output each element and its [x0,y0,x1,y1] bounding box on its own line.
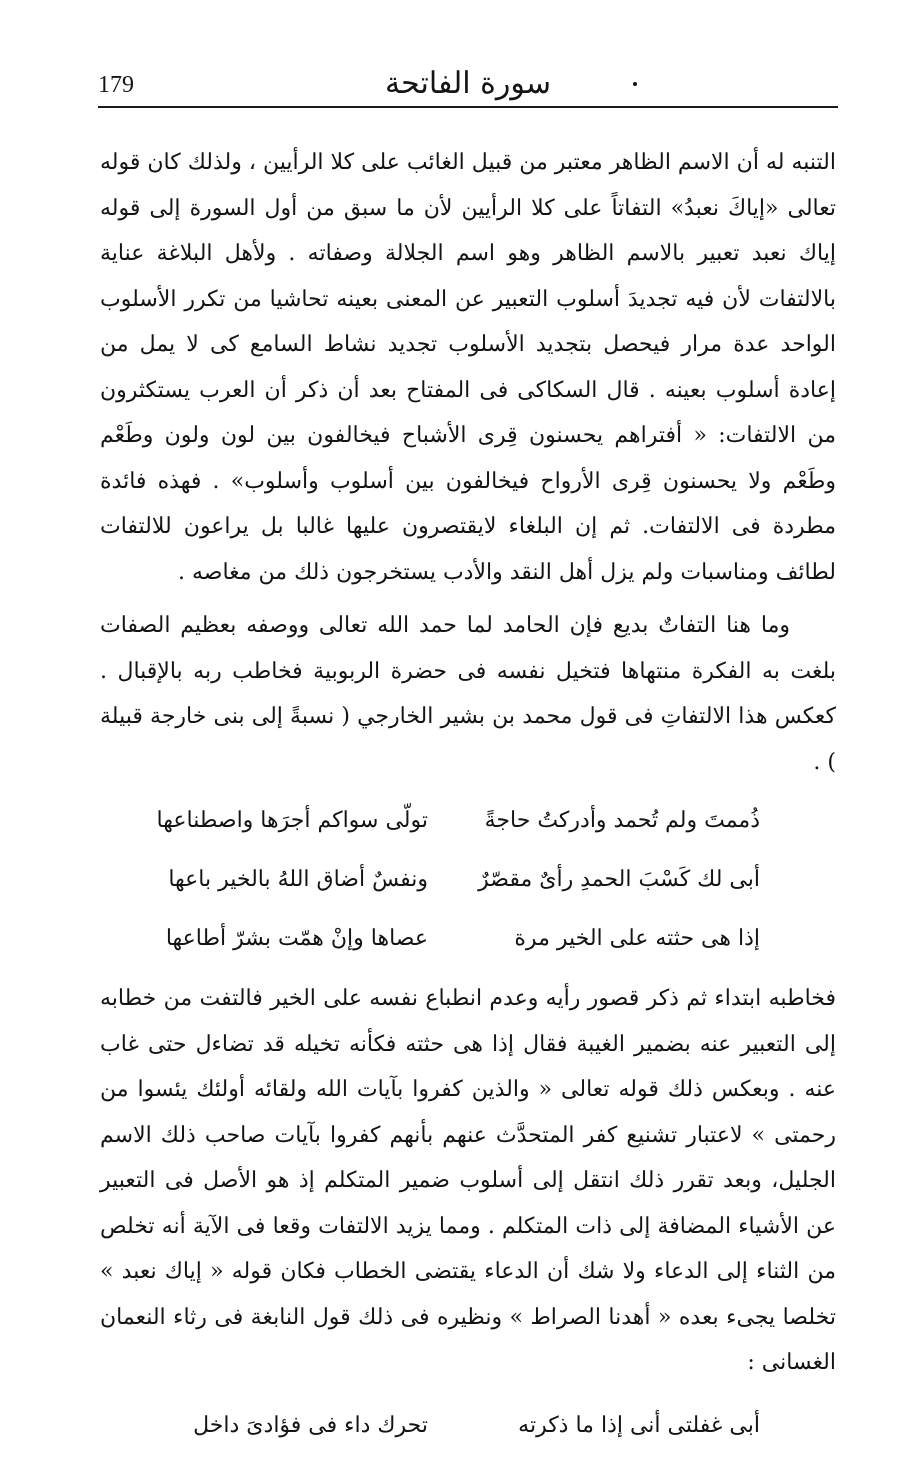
verse-first-hemistich: أبى لك كَسْبَ الحمدِ رأىٌ مقصّرٌ [478,867,760,892]
verse-second-hemistich: تولّى سواكم أجرَها واصطناعها [156,808,428,833]
verse-first-hemistich: إذا هى حثته على الخير مرة [514,926,760,951]
verse-line [100,1402,836,1449]
header-rule [98,106,838,108]
running-title: سورة الفاتحة [385,66,551,101]
verse-block-1 [100,797,836,962]
paragraph-3: فخاطبه ابتداء ثم ذكر قصور رأيه وعدم انطباع نفسه على الخير فالتفت من خطابه إلى التعبير عنه بضمير الغيبة فقال إذا هى حثته فكأنه تخيله قد تضاءل حتى غاب عنه . وبعكس ذلك قوله تعالى « والذين كفروا بآيات الله ولقائه أولئك يئسوا من رحمتى » لاعتبار تشنيع كفر المتحدَّث عنهم بأنهم كفروا بآيات صاحب ذلك الاسم الجليل، وبعد تقرر ذلك انتقل إلى أسلوب ضمير المتكلم إذ هو الأصل فى التعبير عن الأشياء المضافة إلى ذات المتكلم . ومما يزيد الالتفات وقعا فى الآية أنه تخلص من الثناء إلى الدعاء ولا شك أن الدعاء يقتضى الخطاب فكان قوله « إياك نعبد » تخلصا يجىء بعده « أهدنا الصراط » ونظيره فى ذلك قول النابغة فى رثاء النعمان الغسانى : [100,986,836,1375]
page-body [100,140,836,1463]
verse-first-hemistich: ذُممتَ ولم تُحمد وأدركتُ حاجةً [484,808,760,833]
page-header [98,58,838,108]
paragraph-2: وما هنا التفاتٌ بديع فإن الحامد لما حمد الله تعالى ووصفه بعظيم الصفات بلغت به الفكرة منتهاها فتخيل نفسه فى حضرة الربوبية فخاطب ربه بالإقبال . كعكس هذا الالتفاتِ فى قول محمد بن بشير الخارجي ( نسبةً إلى بنى خارجة قبيلة ) . [100,613,836,775]
verse-second-hemistich: تحرك داء فى فؤادىَ داخل [193,1412,428,1438]
page-number: 179 [98,72,134,98]
verse-line [100,915,836,962]
verse-line [100,797,836,844]
verse-block-2 [100,1402,836,1449]
paragraph-1: التنبه له أن الاسم الظاهر معتبر من قبيل الغائب على كلا الرأيين ، ولذلك كان قوله تعالى «إياكَ نعبدُ» التفاتاً على كلا الرأيين لأن ما سبق من أول السورة إلى قوله إياك نعبد تعبير بالاسم الظاهر وهو اسم الجلالة وصفاته . ولأهل البلاغة عناية بالالتفات لأن فيه تجديدَ أسلوب التعبير عن المعنى بعينه تحاشيا من تكرر الأسلوب الواحد عدة مرار فيحصل بتجديد الأسلوب تجديد نشاط السامع كى لا يمل من إعادة أسلوب بعينه . قال السكاكى فى المفتاح بعد أن ذكر أن العرب يستكثرون من الالتفات: « أفتراهم يحسنون قِرى الأشباح فيخالفون بين لون ولون وطَعْم وطَعْم ولا يحسنون قِرى الأرواح فيخالفون بين أسلوب وأسلوب» . فهذه فائدة مطردة فى الالتفات. ثم إن البلغاء لايقتصرون عليها غالبا بل يراعون للالتفات لطائف ومناسبات ولم يزل أهل النقد والأدب يستخرجون ذلك من مغاصه . [100,150,836,585]
verse-second-hemistich: عصاها وإنْ همّت بشرّ أطاعها [165,926,428,951]
verse-second-hemistich: ونفسٌ أضاق اللهُ بالخير باعها [168,867,428,892]
verse-line [100,856,836,903]
verse-first-hemistich: أبى غفلتى أنى إذا ما ذكرته [518,1412,760,1438]
